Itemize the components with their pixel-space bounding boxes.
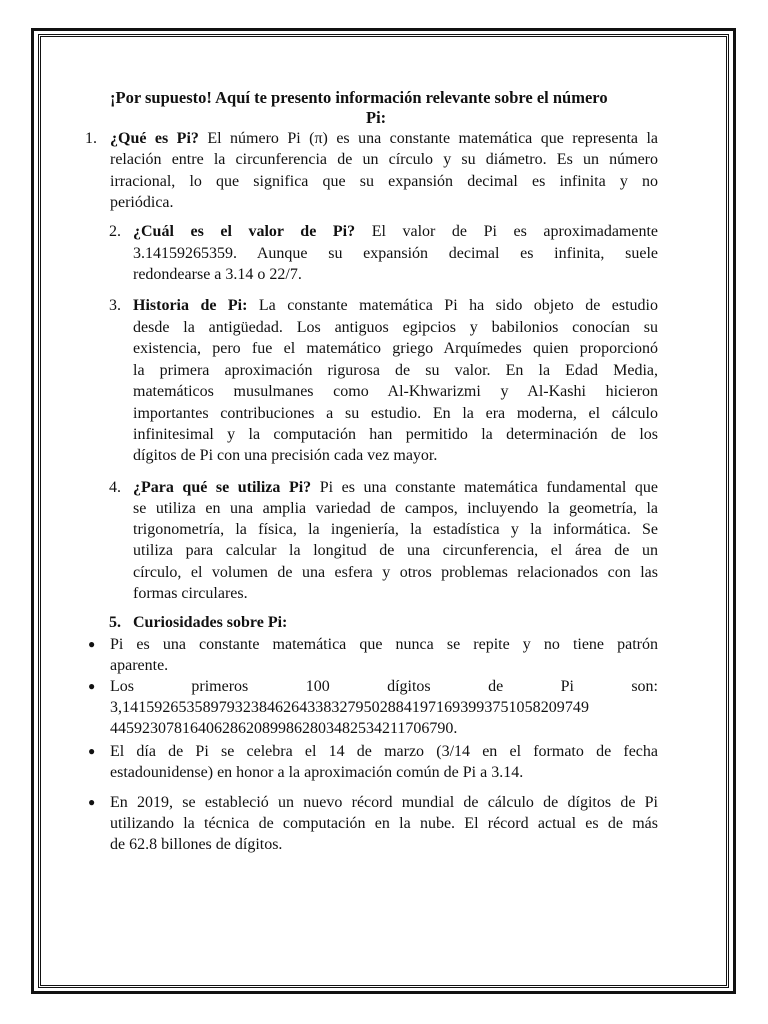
bullet-2-line-2: 3,1415926535897932384626433832795028841971693993751058209749 <box>110 699 589 716</box>
bullet-1-marker: ● <box>88 637 96 651</box>
item-3-line-8: dígitos de Pi con una precisión cada vez mayor. <box>133 447 438 464</box>
item-4-number: 4. <box>109 479 121 496</box>
bullet-3-line-2: estadounidense) en honor a la aproximación común de Pi a 3.14. <box>110 764 524 781</box>
bullet-2-marker: ● <box>88 679 96 693</box>
item-1-line-1 <box>110 128 658 149</box>
item-4-line-1 <box>133 477 658 498</box>
item-5-heading: Curiosidades sobre Pi: <box>133 614 288 631</box>
bullet-3-line-1: El día de Pi se celebra el 14 de marzo (3/14 en el formato de fecha <box>110 743 658 760</box>
bullet-4-line-3: de 62.8 billones de dígitos. <box>110 836 283 853</box>
item-4-line-5: círculo, el volumen de una esfera y otros problemas relacionados con las <box>133 564 658 581</box>
item-2-line-2: 3.14159265359. Aunque su expansión decimal es infinita, suele <box>133 245 658 262</box>
item-4-line-3: trigonometría, la física, la ingeniería, la estadística y la informática. Se <box>133 521 658 538</box>
item-5-number: 5. <box>109 614 121 631</box>
item-3-line-3: existencia, pero fue el matemático griego Arquímedes quien proporcionó <box>133 340 658 357</box>
item-3-heading: Historia de Pi: <box>133 297 248 314</box>
item-4-heading: ¿Para qué se utiliza Pi? <box>133 479 312 496</box>
bullet-4-marker: ● <box>88 795 96 809</box>
bullet-2-line-3: 4459230781640628620899862803482534211706790. <box>110 720 458 737</box>
item-3-line-4: la primera aproximación rigurosa de su valor. En la Edad Media, <box>133 362 658 379</box>
item-3-text: La constante matemática Pi ha sido objeto de estudio <box>258 297 658 314</box>
item-1-number: 1. <box>85 130 97 147</box>
item-4-line-2: se utiliza en una amplia variedad de campos, incluyendo la geometría, la <box>133 500 658 517</box>
item-4-line-6: formas circulares. <box>133 585 248 602</box>
bullet-2-line-1: Los primeros 100 dígitos de Pi son: <box>110 678 658 695</box>
item-1-text: El número Pi (π) es una constante matemática que representa la <box>207 130 659 147</box>
document-title-line-2: Pi: <box>366 108 387 127</box>
item-3-number: 3. <box>109 297 121 314</box>
item-1-line-4: periódica. <box>110 194 174 211</box>
item-3-line-7: infinitesimal y la computación han permitido la determinación de los <box>133 426 658 443</box>
item-1-heading: ¿Qué es Pi? <box>110 130 199 147</box>
item-3-line-6: importantes contribuciones a su estudio. En la era moderna, el cálculo <box>133 405 658 422</box>
item-4-line-4: utiliza para calcular la longitud de una circunferencia, el área de un <box>133 542 658 559</box>
item-2-heading: ¿Cuál es el valor de Pi? <box>133 223 356 240</box>
item-3-line-1 <box>133 295 658 316</box>
item-4-text: Pi es una constante matemática fundamental que <box>319 479 658 496</box>
item-2-number: 2. <box>109 223 121 240</box>
bullet-1-line-2: aparente. <box>110 657 169 674</box>
item-3-line-5: matemáticos musulmanes como Al-Khwarizmi y Al-Kashi hicieron <box>133 383 658 400</box>
item-2-line-1 <box>133 221 658 242</box>
item-2-text: El valor de Pi es aproximadamente <box>371 223 659 240</box>
item-1-line-2: relación entre la circunferencia de un círculo y su diámetro. Es un número <box>110 151 658 168</box>
document-title-line-1: ¡Por supuesto! Aquí te presento información relevante sobre el número <box>110 88 608 107</box>
bullet-3-marker: ● <box>88 744 96 758</box>
bullet-4-line-2: utilizando la técnica de computación en la nube. El récord actual es de más <box>110 815 658 832</box>
bullet-1-line-1: Pi es una constante matemática que nunca se repite y no tiene patrón <box>110 636 658 653</box>
item-2-line-3: redondearse a 3.14 o 22/7. <box>133 266 302 283</box>
bullet-4-line-1: En 2019, se estableció un nuevo récord mundial de cálculo de dígitos de Pi <box>110 794 658 811</box>
item-3-line-2: desde la antigüedad. Los antiguos egipcios y babilonios conocían su <box>133 319 658 336</box>
item-1-line-3: irracional, lo que significa que su expansión decimal es infinita y no <box>110 173 658 190</box>
